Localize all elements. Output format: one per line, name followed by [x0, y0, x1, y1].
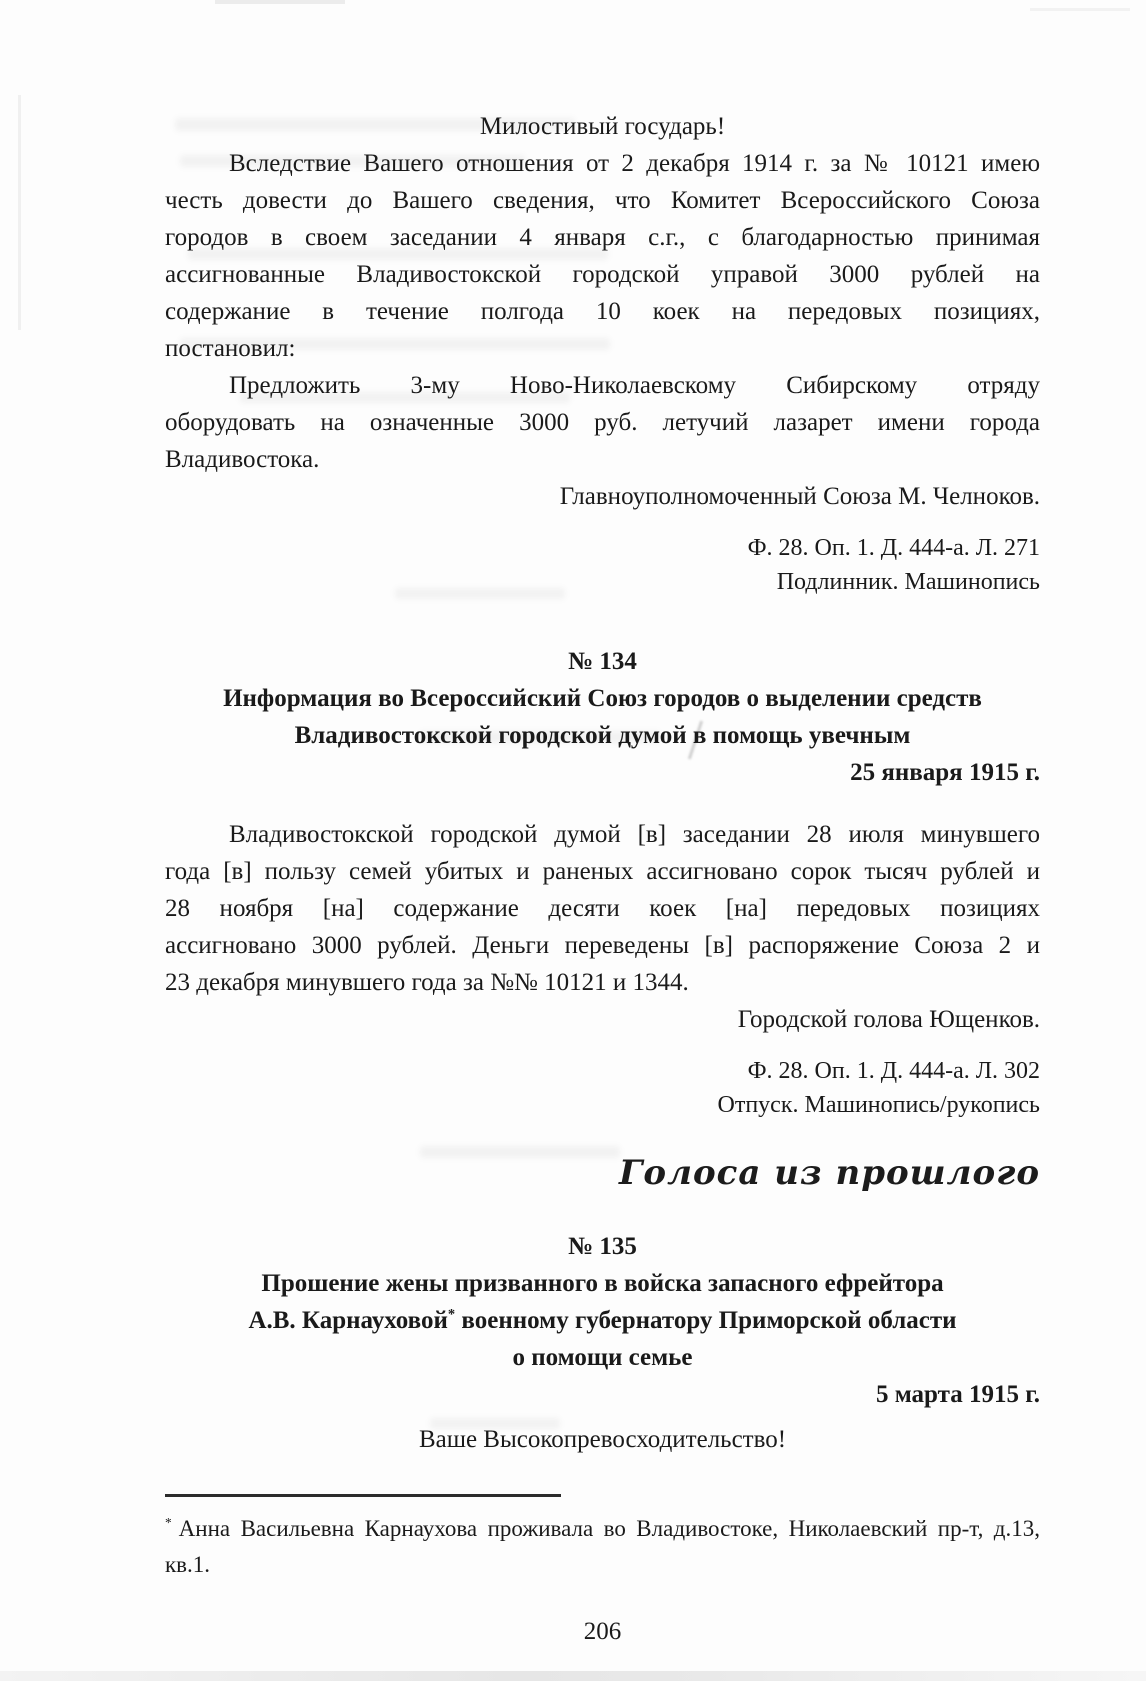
body-line: Владивостока.	[165, 446, 320, 473]
signature: Городской голова Ющенков.	[737, 1006, 1040, 1033]
letter-salutation: Милостивый государь!	[479, 113, 726, 140]
body-line: содержание в течение полгода 10 коек на передовых позициях,	[165, 298, 1040, 325]
footnote-marker: *	[165, 1515, 172, 1531]
document-title-line: о помощи семье	[512, 1344, 693, 1371]
body-line: постановил:	[165, 335, 296, 362]
document-number: № 135	[568, 1233, 637, 1260]
body-line: года [в] пользу семей убитых и раненых ассигновано сорок тысяч рублей и	[165, 858, 1040, 885]
title-name: А.В. Карнауховой	[248, 1307, 448, 1334]
document-type-note: Отпуск. Машинопись/рукопись	[717, 1092, 1040, 1118]
body-line: Предложить 3-му Ново-Николаевскому Сибирскому отряду	[229, 372, 1040, 399]
body-line: ассигнованные Владивостокской городской управой 3000 рублей на	[165, 261, 1040, 288]
footnote-marker: *	[447, 1306, 456, 1323]
document-135	[165, 1228, 1040, 1458]
document-title-line	[165, 1302, 1040, 1339]
body-line: Вследствие Вашего отношения от 2 декабря 1914 г. за № 10121 имею	[229, 150, 1040, 177]
footnote-line: кв.1.	[165, 1552, 211, 1577]
body-line: городов в своем заседании 4 января с.г., с благодарностью принимая	[165, 224, 1040, 251]
archive-reference: Ф. 28. Оп. 1. Д. 444-а. Л. 271	[747, 535, 1040, 561]
document-date: 5 марта 1915 г.	[875, 1381, 1040, 1408]
document-date: 25 января 1915 г.	[850, 759, 1040, 786]
footnote-separator	[165, 1494, 561, 1497]
document-134	[165, 643, 1040, 1122]
archive-reference-block	[165, 531, 1040, 599]
body-line: честь довести до Вашего сведения, что Комитет Всероссийского Союза	[165, 187, 1040, 214]
section-heading: Голоса из прошлого	[618, 1153, 1040, 1193]
footnote	[165, 1494, 1040, 1583]
document-type-note: Подлинник. Машинопись	[776, 569, 1040, 595]
page-number: 206	[583, 1618, 622, 1645]
document-title-line: Владивостокской городской думой в помощь увечным	[294, 722, 911, 749]
body-line: оборудовать на означенные 3000 руб. летучий лазарет имени города	[165, 409, 1040, 436]
document-title-line: Информация во Всероссийский Союз городов о выделении средств	[223, 685, 982, 712]
body-line: 28 ноября [на] содержание десяти коек [на] передовых позициях	[165, 895, 1040, 922]
document-title-line: Прошение жены призванного в войска запасного ефрейтора	[261, 1270, 944, 1297]
body-line: ассигновано 3000 рублей. Деньги переведены [в] распоряжение Союза 2 и	[165, 932, 1040, 959]
archive-reference-block	[165, 1054, 1040, 1122]
footnote-text: Анна Васильевна Карнаухова проживала во Владивостоке, Николаевский пр-т, д.13,	[178, 1516, 1040, 1541]
title-rest: военному губернатору Приморской области	[455, 1307, 957, 1334]
signature: Главноуполномоченный Союза М. Челноков.	[559, 483, 1040, 510]
letter-salutation: Ваше Высокопревосходительство!	[418, 1426, 787, 1453]
document-133	[165, 108, 1040, 599]
archive-reference: Ф. 28. Оп. 1. Д. 444-а. Л. 302	[747, 1058, 1040, 1084]
document-number: № 134	[568, 648, 637, 675]
body-line: 23 декабря минувшего года за №№ 10121 и 1344.	[165, 969, 689, 996]
footnote-line	[165, 1511, 1040, 1547]
body-line: Владивостокской городской думой [в] заседании 28 июля минувшего	[229, 821, 1040, 848]
